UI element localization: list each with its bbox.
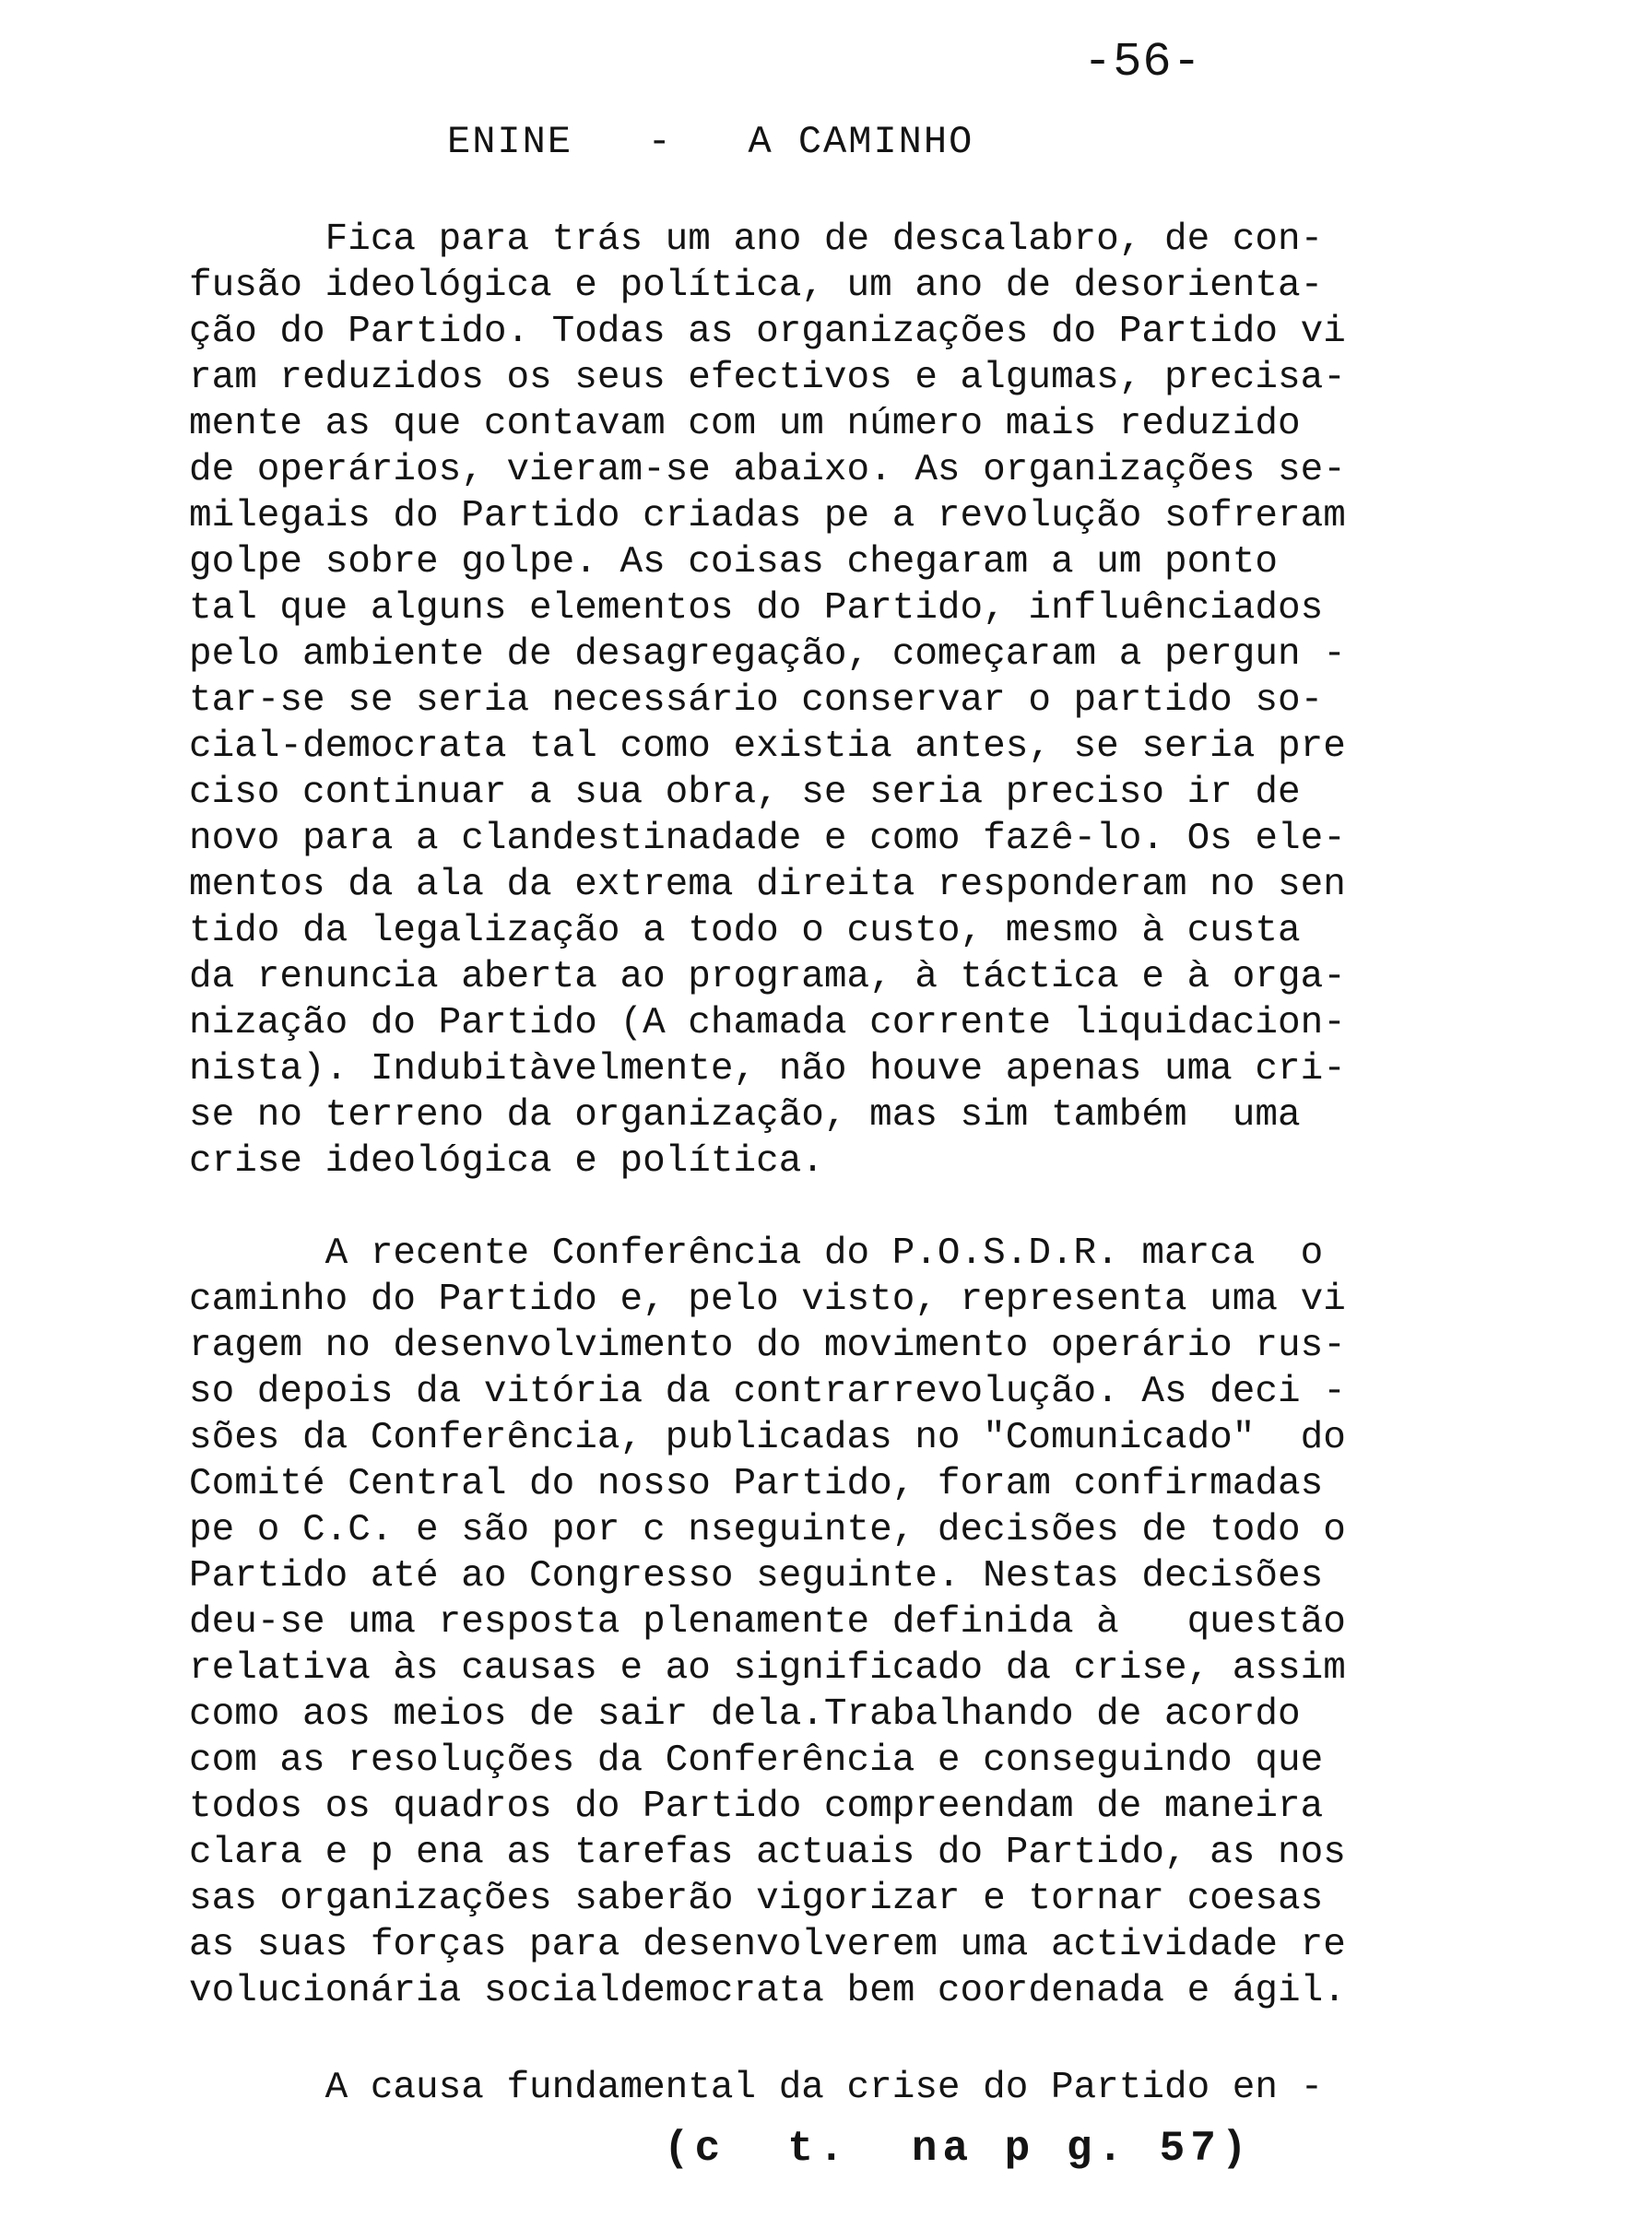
text-line: tal que alguns elementos do Partido, influênciados: [189, 587, 1324, 630]
paragraph-3: [189, 2065, 1470, 2111]
text-line: ção do Partido. Todas as organizações do Partido vi: [189, 311, 1346, 353]
text-line: crise ideológica e política.: [189, 1140, 824, 1183]
text-line: volucionária socialdemocrata bem coordenada e ágil.: [189, 1970, 1346, 2012]
text-line: mente as que contavam com um número mais reduzido: [189, 403, 1301, 445]
text-line: golpe sobre golpe. As coisas chegaram a um ponto: [189, 541, 1278, 584]
text-line: novo para a clandestinadade e como fazê-lo. Os ele-: [189, 818, 1346, 860]
page-title: ENINE - A CAMINHO: [447, 120, 974, 164]
text-line: sões da Conferência, publicadas no "Comunicado" do: [189, 1417, 1346, 1459]
paragraph-2: [189, 1231, 1470, 2014]
text-line: nista). Indubitàvelmente, não houve apenas uma cri-: [189, 1048, 1346, 1091]
text-line: fusão ideológica e política, um ano de desorienta-: [189, 265, 1324, 307]
text-line: milegais do Partido criadas pe a revolução sofreram: [189, 495, 1346, 537]
text-line: caminho do Partido e, pelo visto, representa uma vi: [189, 1279, 1346, 1321]
text-line: todos os quadros do Partido compreendam de maneira: [189, 1786, 1324, 1828]
text-line: deu-se uma resposta plenamente definida à questão: [189, 1601, 1346, 1644]
text-line: da renuncia aberta ao programa, à táctica e à orga-: [189, 956, 1346, 998]
text-line: so depois da vitória da contrarrevolução. As deci -: [189, 1371, 1346, 1413]
text-line: Fica para trás um ano de descalabro, de con-: [189, 218, 1324, 261]
text-line: nização do Partido (A chamada corrente liquidacion-: [189, 1002, 1346, 1044]
text-line: A causa fundamental da crise do Partido en -: [189, 2067, 1324, 2109]
page-number: -56-: [1083, 35, 1202, 89]
text-line: tar-se se seria necessário conservar o partido so-: [189, 679, 1324, 722]
text-line: como aos meios de sair dela.Trabalhando de acordo: [189, 1693, 1301, 1736]
text-line: clara e p ena as tarefas actuais do Partido, as nos: [189, 1832, 1346, 1874]
text-line: de operários, vieram-se abaixo. As organizações se-: [189, 449, 1346, 491]
continuation-note: (c t. na p g. 57): [664, 2125, 1253, 2173]
text-line: relativa às causas e ao significado da crise, assim: [189, 1647, 1346, 1690]
text-line: tido da legalização a todo o custo, mesmo à custa: [189, 910, 1301, 952]
text-line: se no terreno da organização, mas sim também uma: [189, 1094, 1301, 1137]
text-line: sas organizações saberão vigorizar e tornar coesas: [189, 1878, 1324, 1920]
text-line: as suas forças para desenvolverem uma actividade re: [189, 1924, 1346, 1966]
text-line: pe o C.C. e são por c nseguinte, decisões de todo o: [189, 1509, 1346, 1551]
text-line: mentos da ala da extrema direita responderam no sen: [189, 864, 1346, 906]
text-line: ciso continuar a sua obra, se seria preciso ir de: [189, 772, 1301, 814]
text-line: com as resoluções da Conferência e conseguindo que: [189, 1739, 1324, 1782]
text-line: pelo ambiente de desagregação, começaram a pergun -: [189, 633, 1346, 676]
text-line: ram reduzidos os seus efectivos e algumas, precisa-: [189, 357, 1346, 399]
paragraph-1: [189, 217, 1470, 1185]
text-line: ragem no desenvolvimento do movimento operário rus-: [189, 1325, 1346, 1367]
text-line: Partido até ao Congresso seguinte. Nestas decisões: [189, 1555, 1324, 1597]
text-line: cial-democrata tal como existia antes, se seria pre: [189, 725, 1346, 768]
text-line: Comité Central do nosso Partido, foram confirmadas: [189, 1463, 1324, 1505]
text-line: A recente Conferência do P.O.S.D.R. marca o: [189, 1232, 1324, 1275]
